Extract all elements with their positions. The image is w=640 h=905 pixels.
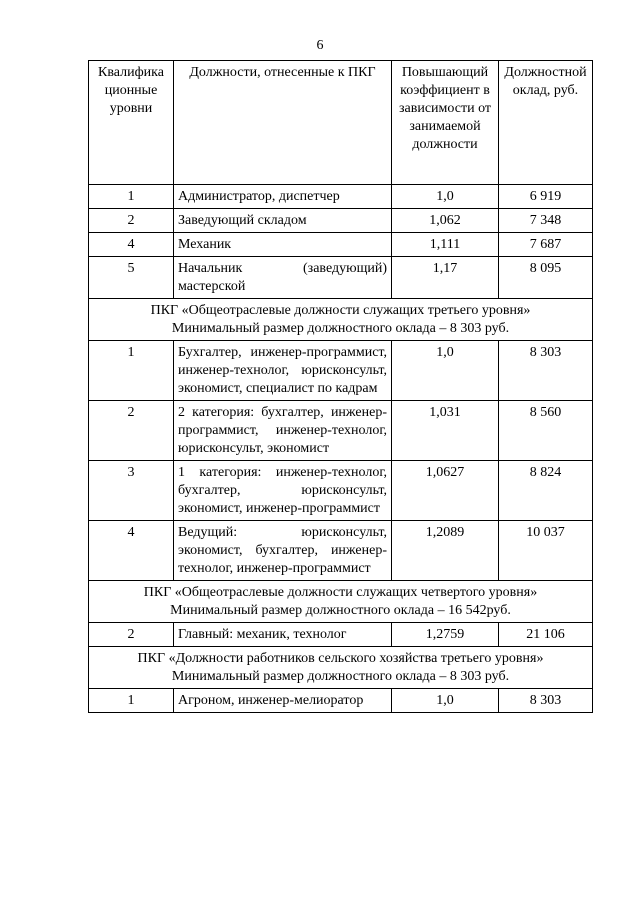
cell-coefficient: 1,111: [392, 233, 499, 257]
table-row: [89, 185, 593, 209]
section-header-row: [89, 581, 593, 623]
table-row: [89, 689, 593, 713]
cell-position: Начальник (заведующий) мастерской: [174, 257, 392, 299]
cell-level: 4: [89, 233, 174, 257]
header-positions: Должности, отнесенные к ПКГ: [174, 61, 392, 185]
cell-level: 2: [89, 209, 174, 233]
cell-position: 1 категория: инженер-технолог, бухгалтер, юрисконсульт, экономист, инженер-программист: [174, 461, 392, 521]
cell-position: 2 категория: бухгалтер, инженер-программист, инженер-технолог, юрисконсульт, экономист: [174, 401, 392, 461]
cell-level: 2: [89, 623, 174, 647]
cell-position: Механик: [174, 233, 392, 257]
cell-coefficient: 1,0: [392, 689, 499, 713]
cell-level: 1: [89, 341, 174, 401]
header-salary: Должностной оклад, руб.: [499, 61, 593, 185]
cell-level: 5: [89, 257, 174, 299]
cell-coefficient: 1,0: [392, 341, 499, 401]
section-header-row: [89, 299, 593, 341]
cell-position: Администратор, диспетчер: [174, 185, 392, 209]
section-title: ПКГ «Общеотраслевые должности служащих третьего уровня»: [150, 303, 531, 318]
page-number: 6: [316, 38, 324, 53]
cell-position: Агроном, инженер-мелиоратор: [174, 689, 392, 713]
cell-position: Бухгалтер, инженер-программист, инженер-технолог, юрисконсульт, экономист, специалист по кадрам: [174, 341, 392, 401]
cell-coefficient: 1,0: [392, 185, 499, 209]
cell-salary: 8 303: [499, 689, 593, 713]
table-row: [89, 341, 593, 401]
cell-salary: 8 824: [499, 461, 593, 521]
cell-salary: 8 095: [499, 257, 593, 299]
cell-level: 4: [89, 521, 174, 581]
cell-position: Заведующий складом: [174, 209, 392, 233]
section-subtitle: Минимальный размер должностного оклада – 16 542руб.: [170, 603, 511, 618]
cell-salary: 8 303: [499, 341, 593, 401]
table-row: [89, 623, 593, 647]
section-subtitle: Минимальный размер должностного оклада – 8 303 руб.: [171, 321, 510, 336]
cell-position: Ведущий: юрисконсульт, экономист, бухгалтер, инженер-технолог, инженер-программист: [174, 521, 392, 581]
cell-coefficient: 1,2089: [392, 521, 499, 581]
section-header-row: [89, 647, 593, 689]
table-row: [89, 233, 593, 257]
cell-coefficient: 1,0627: [392, 461, 499, 521]
cell-salary: 7 348: [499, 209, 593, 233]
section-title: ПКГ «Должности работников сельского хозяйства третьего уровня»: [137, 651, 544, 666]
table-row: [89, 401, 593, 461]
table-header-row: [89, 61, 593, 185]
section-header: [89, 581, 593, 623]
header-level: Квалифика ционные уровни: [89, 61, 174, 185]
table-row: [89, 461, 593, 521]
section-title: ПКГ «Общеотраслевые должности служащих четвертого уровня»: [143, 585, 538, 600]
section-subtitle: Минимальный размер должностного оклада – 8 303 руб.: [171, 669, 510, 684]
section-header: [89, 299, 593, 341]
cell-coefficient: 1,062: [392, 209, 499, 233]
cell-salary: 10 037: [499, 521, 593, 581]
table-row: [89, 521, 593, 581]
cell-coefficient: 1,2759: [392, 623, 499, 647]
cell-level: 1: [89, 689, 174, 713]
table-row: [89, 257, 593, 299]
section-header: [89, 647, 593, 689]
cell-salary: 6 919: [499, 185, 593, 209]
cell-salary: 21 106: [499, 623, 593, 647]
header-coefficient: Повышающий коэффициент в зависимости от занимаемой должности: [392, 61, 499, 185]
cell-level: 2: [89, 401, 174, 461]
cell-coefficient: 1,17: [392, 257, 499, 299]
cell-level: 3: [89, 461, 174, 521]
cell-salary: 8 560: [499, 401, 593, 461]
table-row: [89, 209, 593, 233]
cell-salary: 7 687: [499, 233, 593, 257]
cell-coefficient: 1,031: [392, 401, 499, 461]
cell-level: 1: [89, 185, 174, 209]
cell-position: Главный: механик, технолог: [174, 623, 392, 647]
salary-table: [88, 60, 593, 713]
